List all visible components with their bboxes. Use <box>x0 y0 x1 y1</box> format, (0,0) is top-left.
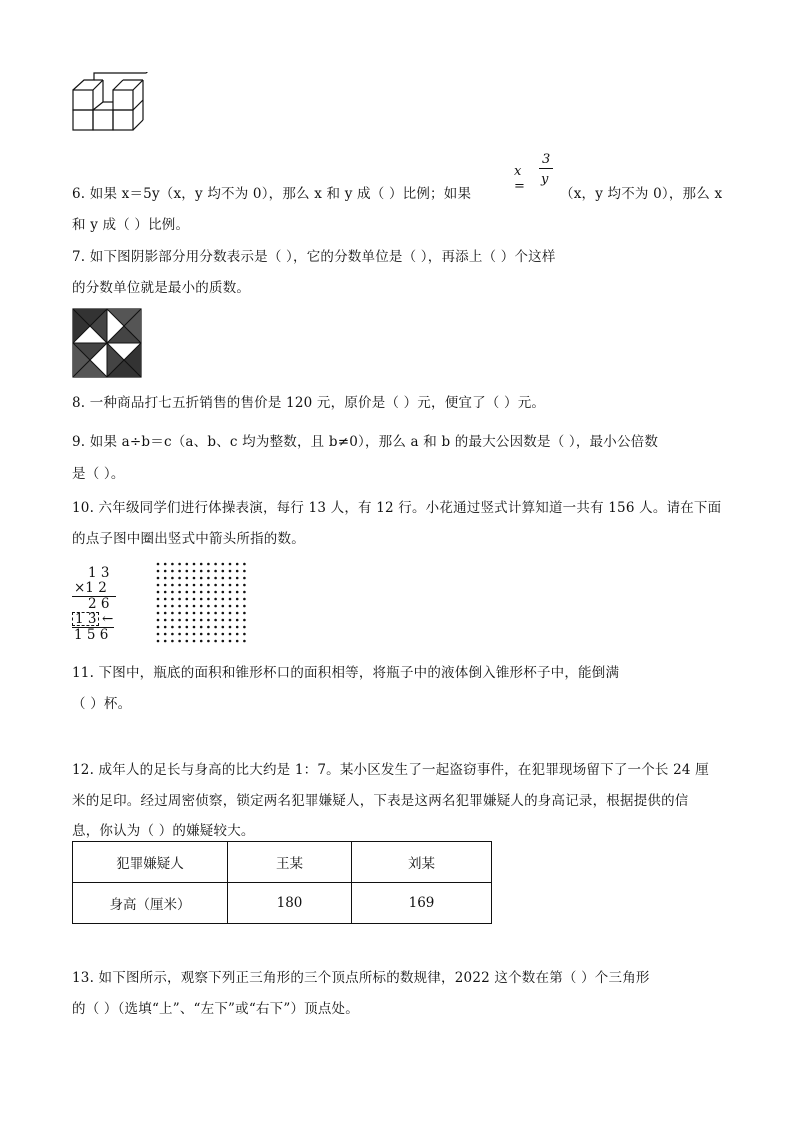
grid-dot <box>236 612 239 615</box>
grid-dot <box>222 612 225 615</box>
grid-dot <box>200 640 203 643</box>
grid-dot <box>164 591 167 594</box>
grid-dot <box>157 577 160 580</box>
grid-dot <box>193 598 196 601</box>
grid-dot <box>171 605 174 608</box>
grid-dot <box>164 570 167 573</box>
grid-dot <box>229 563 232 566</box>
grid-dot <box>200 633 203 636</box>
grid-dot <box>222 598 225 601</box>
grid-dot <box>193 640 196 643</box>
grid-dot <box>214 640 217 643</box>
grid-dot <box>193 570 196 573</box>
grid-dot <box>222 570 225 573</box>
grid-dot <box>186 626 189 629</box>
grid-dot <box>157 612 160 615</box>
grid-dot <box>157 633 160 636</box>
grid-dot <box>164 605 167 608</box>
grid-dot <box>157 626 160 629</box>
fraction-bar <box>539 168 553 169</box>
grid-dot <box>229 619 232 622</box>
grid-dot <box>178 577 181 580</box>
grid-dot <box>207 584 210 587</box>
cube-stack-figure <box>72 72 156 134</box>
grid-dot <box>243 563 246 566</box>
grid-dot <box>193 605 196 608</box>
grid-dot <box>243 591 246 594</box>
height-record-table <box>72 841 492 924</box>
grid-dot <box>236 570 239 573</box>
table-cell: 180 <box>228 883 352 924</box>
grid-dot <box>178 605 181 608</box>
grid-dot <box>222 605 225 608</box>
q12-line-2: 米的足印。经过周密侦察，锁定两名犯罪嫌疑人，下表是这两名犯罪嫌疑人的身高记录，根据提供的信 <box>72 793 689 809</box>
vertical-row-4-boxed: 1 3 <box>72 612 99 626</box>
grid-dot <box>236 640 239 643</box>
grid-dot <box>222 633 225 636</box>
grid-dot <box>157 619 160 622</box>
grid-dot <box>164 563 167 566</box>
grid-dot <box>171 626 174 629</box>
grid-dot <box>243 633 246 636</box>
q12-line-3: 息，你认为（ ）的嫌疑较大。 <box>72 823 255 839</box>
grid-dot <box>171 633 174 636</box>
vertical-row-5: 1 5 6 <box>74 627 109 643</box>
grid-dot <box>243 619 246 622</box>
grid-dot <box>186 612 189 615</box>
grid-dot <box>171 591 174 594</box>
grid-dot <box>243 584 246 587</box>
grid-dot <box>164 633 167 636</box>
grid-dot <box>157 584 160 587</box>
grid-dot <box>236 605 239 608</box>
grid-dot <box>178 584 181 587</box>
grid-dot <box>207 619 210 622</box>
grid-dot <box>243 598 246 601</box>
q10-line-1: 10. 六年级同学们进行体操表演，每行 13 人，有 12 行。小花通过竖式计算知道一共有 156 人。请在下面 <box>72 500 722 516</box>
grid-dot <box>186 598 189 601</box>
grid-dot <box>207 598 210 601</box>
grid-dot <box>243 570 246 573</box>
table-cell: 169 <box>352 883 492 924</box>
grid-dot <box>200 563 203 566</box>
grid-dot <box>207 612 210 615</box>
grid-dot <box>243 612 246 615</box>
dot-grid-figure <box>155 561 249 645</box>
grid-dot <box>178 598 181 601</box>
grid-dot <box>164 626 167 629</box>
grid-dot <box>193 633 196 636</box>
grid-dot <box>157 605 160 608</box>
table-header-cell: 犯罪嫌疑人 <box>73 842 228 883</box>
grid-dot <box>229 584 232 587</box>
q10-line-2: 的点子图中圈出竖式中箭头所指的数。 <box>72 531 305 547</box>
q6-line-2: 和 y 成（ ）比例。 <box>72 217 190 233</box>
grid-dot <box>157 598 160 601</box>
grid-dot <box>207 626 210 629</box>
grid-dot <box>178 570 181 573</box>
grid-dot <box>243 626 246 629</box>
grid-dot <box>186 563 189 566</box>
grid-dot <box>200 612 203 615</box>
grid-dot <box>178 619 181 622</box>
fraction-denominator: y <box>541 172 549 187</box>
vertical-multiplication <box>72 566 116 643</box>
grid-dot <box>157 570 160 573</box>
q8-line-1: 8. 一种商品打七五折销售的售价是 120 元，原价是（ ）元，便宜了（ ）元。 <box>72 395 546 411</box>
grid-dot <box>193 619 196 622</box>
q7-line-1: 7. 如下图阴影部分用分数表示是（ ），它的分数单位是（ ），再添上（ ）个这样 <box>72 249 556 265</box>
vertical-row-1: 1 3 <box>88 565 110 581</box>
grid-dot <box>243 577 246 580</box>
grid-dot <box>236 577 239 580</box>
grid-dot <box>243 605 246 608</box>
grid-dot <box>214 591 217 594</box>
grid-dot <box>229 605 232 608</box>
grid-dot <box>207 563 210 566</box>
grid-dot <box>164 584 167 587</box>
grid-dot <box>222 577 225 580</box>
grid-dot <box>243 640 246 643</box>
grid-dot <box>178 612 181 615</box>
q7-line-2: 的分数单位就是最小的质数。 <box>72 280 251 296</box>
grid-dot <box>186 591 189 594</box>
grid-dot <box>193 626 196 629</box>
grid-dot <box>200 619 203 622</box>
grid-dot <box>222 584 225 587</box>
grid-dot <box>207 633 210 636</box>
grid-dot <box>171 563 174 566</box>
grid-dot <box>164 619 167 622</box>
grid-dot <box>207 605 210 608</box>
grid-dot <box>171 584 174 587</box>
grid-dot <box>186 633 189 636</box>
grid-dot <box>178 626 181 629</box>
grid-dot <box>222 563 225 566</box>
grid-dot <box>193 584 196 587</box>
grid-dot <box>229 633 232 636</box>
grid-dot <box>229 570 232 573</box>
grid-dot <box>214 605 217 608</box>
grid-dot <box>200 570 203 573</box>
grid-dot <box>193 612 196 615</box>
grid-dot <box>171 619 174 622</box>
grid-dot <box>186 570 189 573</box>
grid-dot <box>207 570 210 573</box>
shaded-square-figure <box>72 308 142 378</box>
grid-dot <box>229 591 232 594</box>
grid-dot <box>164 640 167 643</box>
grid-dot <box>236 591 239 594</box>
grid-dot <box>222 640 225 643</box>
grid-dot <box>214 577 217 580</box>
q12-line-1: 12. 成年人的足长与身高的比大约是 1：7。某小区发生了一起盗窃事件，在犯罪现场留下了一个长 24 厘 <box>72 762 709 778</box>
grid-dot <box>200 598 203 601</box>
grid-dot <box>171 577 174 580</box>
grid-dot <box>164 577 167 580</box>
grid-dot <box>229 626 232 629</box>
grid-dot <box>171 640 174 643</box>
grid-dot <box>193 591 196 594</box>
grid-dot <box>193 577 196 580</box>
q11-line-2: （ ）杯。 <box>72 696 132 712</box>
table-header-cell: 王某 <box>228 842 352 883</box>
grid-dot <box>214 612 217 615</box>
grid-dot <box>200 605 203 608</box>
grid-dot <box>236 619 239 622</box>
grid-dot <box>186 577 189 580</box>
grid-dot <box>200 626 203 629</box>
q9-line-2: 是（ ）。 <box>72 466 125 482</box>
table-header-row <box>73 842 492 883</box>
grid-dot <box>214 570 217 573</box>
grid-dot <box>178 640 181 643</box>
grid-dot <box>207 640 210 643</box>
grid-dot <box>171 598 174 601</box>
grid-dot <box>207 591 210 594</box>
q13-line-2: 的（ ）（选填“上”、“左下”或“右下”）顶点处。 <box>72 1001 359 1017</box>
grid-dot <box>164 598 167 601</box>
grid-dot <box>207 577 210 580</box>
grid-dot <box>229 598 232 601</box>
grid-dot <box>236 584 239 587</box>
grid-dot <box>157 591 160 594</box>
grid-dot <box>214 626 217 629</box>
grid-dot <box>200 584 203 587</box>
q9-line-1: 9. 如果 a÷b＝c（a、b、c 均为整数，且 b≠0），那么 a 和 b 的最大公因数是（ ），最小公倍数 <box>72 434 659 450</box>
grid-dot <box>157 640 160 643</box>
grid-dot <box>178 563 181 566</box>
grid-dot <box>236 633 239 636</box>
grid-dot <box>236 598 239 601</box>
grid-dot <box>214 633 217 636</box>
grid-dot <box>171 570 174 573</box>
grid-dot <box>214 563 217 566</box>
vertical-row-2: ×1 2 <box>72 581 116 597</box>
grid-dot <box>236 626 239 629</box>
q11-line-1: 11. 下图中，瓶底的面积和锥形杯口的面积相等，将瓶子中的液体倒入锥形杯子中，能倒满 <box>72 665 620 681</box>
grid-dot <box>200 577 203 580</box>
grid-dot <box>214 619 217 622</box>
grid-dot <box>157 563 160 566</box>
grid-dot <box>164 612 167 615</box>
grid-dot <box>178 591 181 594</box>
grid-dot <box>222 619 225 622</box>
vertical-row-3: 2 6 <box>88 596 110 612</box>
arrow-icon: ← <box>102 611 114 627</box>
grid-dot <box>171 612 174 615</box>
grid-dot <box>229 577 232 580</box>
grid-dot <box>193 563 196 566</box>
q6-line-1b: （x，y 均不为 0），那么 x <box>560 186 723 202</box>
grid-dot <box>178 633 181 636</box>
grid-dot <box>186 619 189 622</box>
grid-dot <box>236 563 239 566</box>
q13-line-1: 13. 如下图所示，观察下列正三角形的三个顶点所标的数规律，2022 这个数在第（ ）个三角形 <box>72 970 650 986</box>
grid-dot <box>186 605 189 608</box>
table-row <box>73 883 492 924</box>
fraction-numerator: 3 <box>542 152 551 167</box>
grid-dot <box>222 591 225 594</box>
grid-dot <box>214 584 217 587</box>
grid-dot <box>186 584 189 587</box>
grid-dot <box>229 612 232 615</box>
grid-dot <box>229 640 232 643</box>
grid-dot <box>222 626 225 629</box>
table-header-cell: 刘某 <box>352 842 492 883</box>
q6-line-1a: 6. 如果 x＝5y（x，y 均不为 0），那么 x 和 y 成（ ）比例；如果 <box>72 186 472 202</box>
grid-dot <box>200 591 203 594</box>
grid-dot <box>186 640 189 643</box>
grid-dot <box>214 598 217 601</box>
fraction-lhs: x = <box>514 164 525 194</box>
table-cell: 身高（厘米） <box>73 883 228 924</box>
